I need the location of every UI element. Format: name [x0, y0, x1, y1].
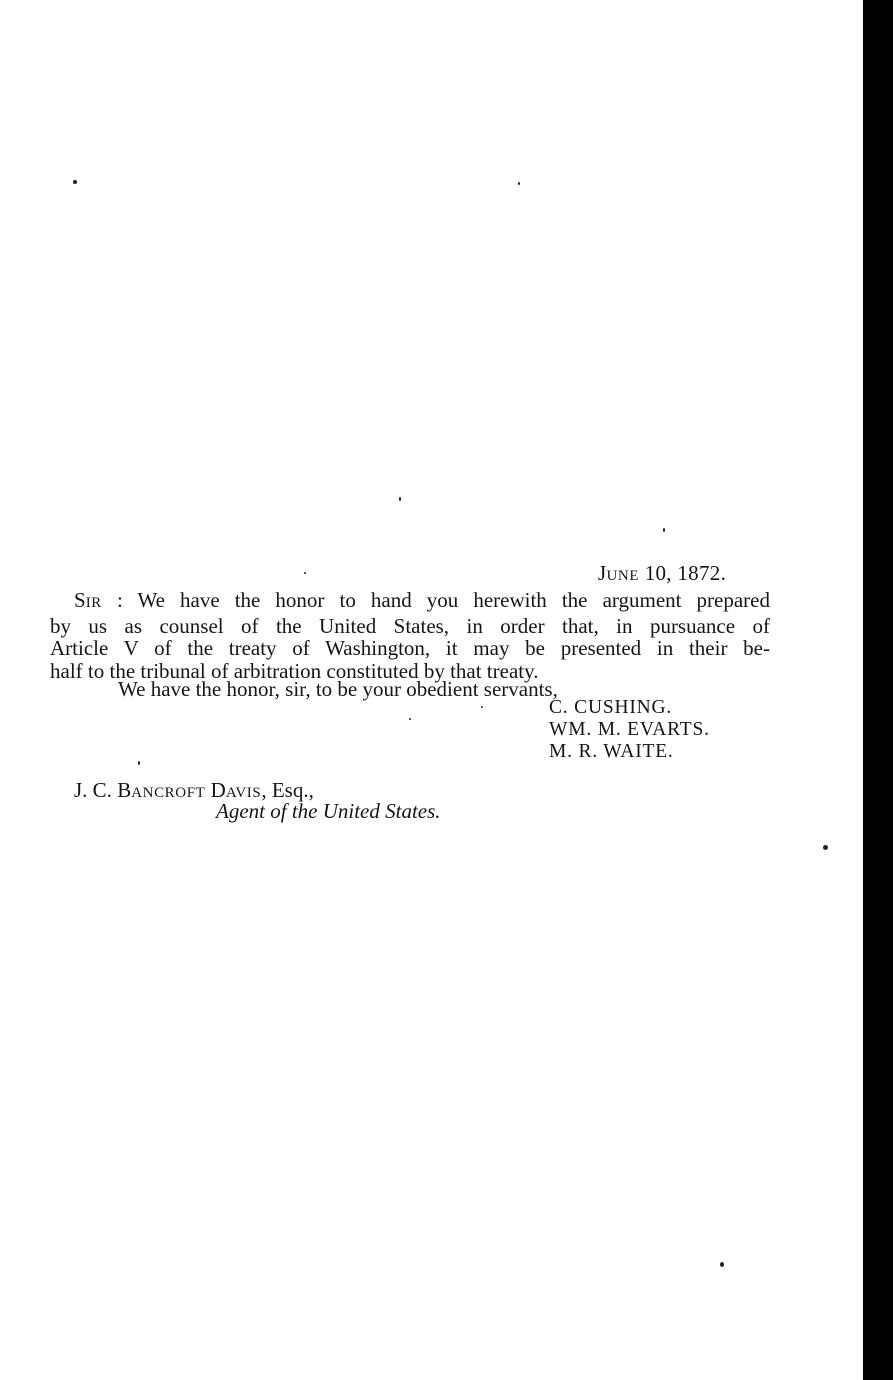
scan-speck: [409, 718, 411, 720]
body-line: half to the tribunal of arbitration constituted by that treaty.: [50, 658, 539, 683]
body-line: SIR : We have the honor to hand you herewith the argument prepared: [74, 588, 770, 612]
letter-date: JUNE 10, 1872.: [598, 561, 727, 585]
scan-speck: [399, 497, 401, 501]
signatures-block: [549, 697, 710, 763]
salutation: SIR :: [74, 588, 123, 612]
body-line: Article V of the treaty of Washington, it may be presented in their be-: [50, 636, 770, 660]
scan-edge: [863, 0, 893, 1380]
addressee-title: Agent of the United States.: [216, 799, 441, 823]
scan-speck: [73, 180, 77, 184]
scan-speck: [663, 528, 665, 532]
letter-closing: We have the honor, sir, to be your obedient servants,: [118, 677, 558, 701]
body-line: by us as counsel of the United States, in order that, in pursuance of: [50, 613, 770, 638]
signatory-cushing: C. CUSHING.: [549, 697, 673, 718]
scan-speck: [720, 1262, 724, 1267]
scan-speck: [823, 845, 828, 850]
scan-speck: [518, 182, 520, 185]
addressee-name: J. C. BANCROFT DAVIS, Esq.,: [74, 778, 314, 802]
letter-body: [50, 589, 770, 682]
signatory-waite: M. R. WAITE.: [549, 741, 674, 762]
scan-speck: [304, 572, 306, 574]
signatory-evarts: WM. M. EVARTS.: [549, 719, 710, 740]
scan-speck: [138, 761, 140, 765]
scan-speck: [481, 706, 483, 708]
